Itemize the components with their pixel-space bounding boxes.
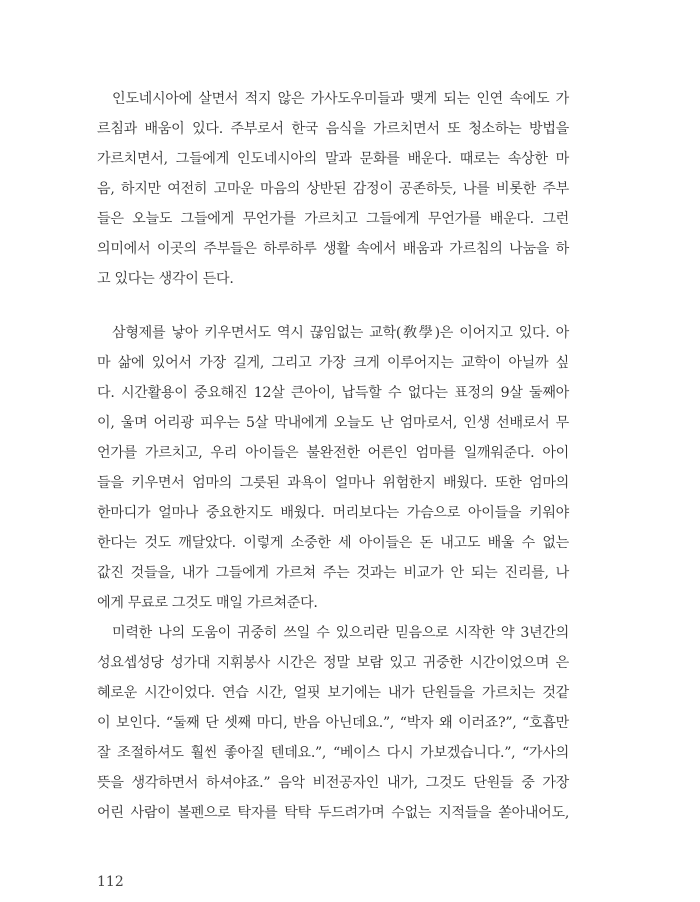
paragraph-line: 미력한 나의 도움이 귀중히 쓰일 수 있으리란 믿음으로 시작한 약 3년간의	[112, 625, 569, 641]
paragraph-line: 뜻을 생각하면서 하셔야죠.” 음악 비전공자인 내가, 그것도 단원들 중 가장	[97, 775, 569, 791]
paragraph-line: 르침과 배움이 있다. 주부로서 한국 음식을 가르치면서 또 청소하는 방법을	[97, 121, 569, 137]
paragraph-line: 값진 것들을, 내가 그들에게 가르쳐 주는 것과는 비교가 안 되는 진리를, 나	[97, 565, 569, 581]
paragraph-line: 이 보인다. “둘째 단 셋째 마디, 반음 아닌데요.”, “박자 왜 이러죠?”, “호흡만	[97, 715, 569, 731]
paragraph-line: 언가를 가르치고, 우리 아이들은 불완전한 어른인 엄마를 일깨워준다. 아이	[97, 445, 569, 461]
paragraph-line: 들을 키우면서 엄마의 그릇된 과욕이 얼마나 위험한지 배웠다. 또한 엄마의	[97, 475, 569, 491]
paragraph-3	[97, 618, 569, 828]
paragraph-line: 혜로운 시간이었다. 연습 시간, 얼핏 보기에는 내가 단원들을 가르치는 것같	[97, 685, 569, 701]
paragraph-line: 한다는 것도 깨달았다. 이렇게 소중한 세 아이들은 돈 내고도 배울 수 없는	[97, 535, 569, 551]
paragraph-line: 다. 시간활용이 중요해진 12살 큰아이, 납득할 수 없다는 표정의 9살 둘째아	[97, 385, 569, 401]
paragraph-line: 성요셉성당 성가대 지휘봉사 시간은 정말 보람 있고 귀중한 시간이었으며 은	[97, 655, 569, 671]
paragraph-line: 고 있다는 생각이 든다.	[97, 271, 234, 287]
paragraph-line: 마 삶에 있어서 가장 길게, 그리고 가장 크게 이루어지는 교학이 아닐까 싶	[97, 355, 569, 371]
paragraph-line: 삼형제를 낳아 키우면서도 역시 끊임없는 교학(敎學)은 이어지고 있다. 아	[112, 325, 569, 341]
paragraph-line: 어린 사람이 볼펜으로 탁자를 탁탁 두드려가며 수없는 지적들을 쏟아내어도,	[97, 805, 569, 821]
paragraph-2	[97, 318, 569, 618]
paragraph-line: 가르치면서, 그들에게 인도네시아의 말과 문화를 배운다. 때로는 속상한 마	[97, 151, 569, 167]
paragraph-line: 잘 조절하셔도 훨씬 좋아질 텐데요.”, “베이스 다시 가보겠습니다.”, “가사의	[97, 745, 569, 761]
paragraph-line: 들은 오늘도 그들에게 무언가를 가르치고 그들에게 무언가를 배운다. 그런	[97, 211, 569, 227]
paragraph-line: 에게 무료로 그것도 매일 가르쳐준다.	[97, 595, 318, 611]
paragraph-line: 이, 울며 어리광 피우는 5살 막내에게 오늘도 난 엄마로서, 인생 선배로서 무	[97, 415, 569, 431]
paragraph-1	[97, 84, 569, 294]
page-number: 112	[97, 874, 124, 890]
paragraph-line: 한마디가 얼마나 중요한지도 배웠다. 머리보다는 가슴으로 아이들을 키워야	[97, 505, 569, 521]
paragraph-line: 음, 하지만 여전히 고마운 마음의 상반된 감정이 공존하듯, 나를 비롯한 주부	[97, 181, 569, 197]
paragraph-line: 의미에서 이곳의 주부들은 하루하루 생활 속에서 배움과 가르침의 나눔을 하	[97, 241, 569, 257]
paragraph-line: 인도네시아에 살면서 적지 않은 가사도우미들과 맺게 되는 인연 속에도 가	[112, 91, 569, 107]
